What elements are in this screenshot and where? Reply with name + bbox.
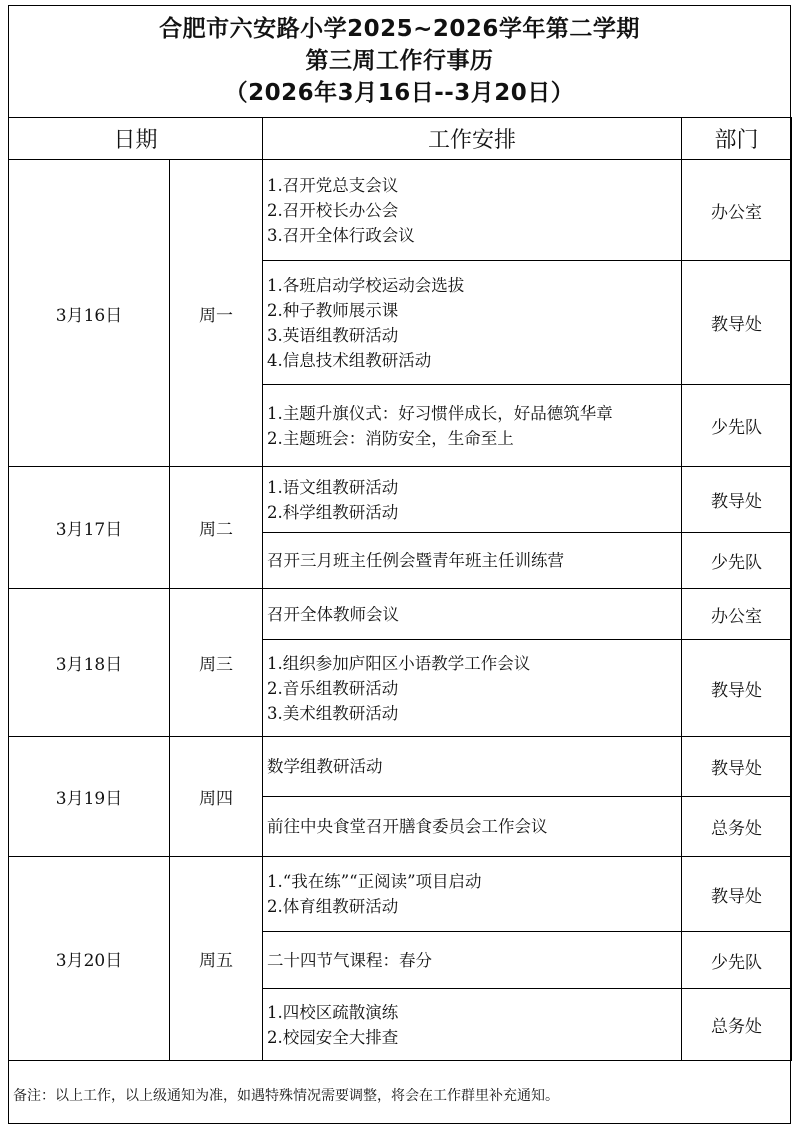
weekday-cell: 周一 bbox=[170, 160, 263, 467]
calendar-sheet bbox=[8, 5, 791, 1124]
task-line: 3.美术组教研活动 bbox=[267, 703, 399, 723]
task-line: 召开全体教师会议 bbox=[267, 604, 400, 624]
date-cell: 3月19日 bbox=[9, 737, 170, 857]
title-week: 第三周工作行事历 bbox=[305, 48, 494, 74]
dept-cell: 少先队 bbox=[682, 932, 792, 989]
task-cell bbox=[263, 467, 682, 533]
header-work: 工作安排 bbox=[263, 118, 682, 160]
task-line: 2.体育组教研活动 bbox=[267, 897, 399, 916]
dept-cell: 办公室 bbox=[682, 160, 792, 261]
task-line: 3.英语组教研活动 bbox=[267, 325, 399, 345]
task-line: 1.主题升旗仪式：好习惯伴成长，好品德筑华章 bbox=[267, 403, 613, 423]
task-line: 2.种子教师展示课 bbox=[267, 300, 399, 320]
dept-cell: 教导处 bbox=[682, 737, 792, 797]
footer-note: 备注：以上工作，以上级通知为准，如遇特殊情况需要调整，将会在工作群里补充通知。 bbox=[13, 1088, 559, 1104]
task-line: 1.“我在练”“正阅读”项目启动 bbox=[267, 872, 482, 891]
header-dept: 部门 bbox=[682, 118, 792, 160]
header-date: 日期 bbox=[9, 118, 263, 160]
weekday-cell: 周四 bbox=[170, 737, 263, 857]
table-row bbox=[9, 160, 792, 261]
dept-cell: 办公室 bbox=[682, 589, 792, 640]
dept-cell: 教导处 bbox=[682, 640, 792, 737]
task-line: 1.召开党总支会议 bbox=[267, 175, 399, 195]
task-line: 召开三月班主任例会暨青年班主任训练营 bbox=[267, 551, 565, 570]
task-cell bbox=[263, 160, 682, 261]
task-cell bbox=[263, 737, 682, 797]
task-cell bbox=[263, 261, 682, 385]
dept-cell: 教导处 bbox=[682, 857, 792, 932]
task-line: 数学组教研活动 bbox=[267, 757, 383, 776]
task-cell bbox=[263, 589, 682, 640]
dept-cell: 少先队 bbox=[682, 533, 792, 589]
title-school-term: 合肥市六安路小学2025~2026学年第二学期 bbox=[159, 16, 640, 42]
date-cell: 3月20日 bbox=[9, 857, 170, 1061]
date-cell: 3月18日 bbox=[9, 589, 170, 737]
weekday-cell: 周二 bbox=[170, 467, 263, 589]
task-line: 二十四节气课程：春分 bbox=[267, 950, 433, 970]
weekday-cell: 周五 bbox=[170, 857, 263, 1061]
dept-cell: 教导处 bbox=[682, 261, 792, 385]
task-line: 2.召开校长办公会 bbox=[267, 200, 399, 220]
task-line: 1.四校区疏散演练 bbox=[267, 1002, 399, 1022]
task-line: 2.科学组教研活动 bbox=[267, 502, 399, 522]
task-cell bbox=[263, 533, 682, 589]
task-line: 1.语文组教研活动 bbox=[267, 477, 399, 497]
task-line: 4.信息技术组教研活动 bbox=[267, 350, 432, 370]
task-line: 3.召开全体行政会议 bbox=[267, 225, 415, 245]
table-row bbox=[9, 467, 792, 533]
dept-cell: 教导处 bbox=[682, 467, 792, 533]
schedule-table bbox=[8, 117, 792, 1061]
table-row bbox=[9, 589, 792, 640]
task-cell bbox=[263, 640, 682, 737]
dept-cell: 总务处 bbox=[682, 797, 792, 857]
task-line: 2.主题班会：消防安全，生命至上 bbox=[267, 428, 514, 448]
schedule-body bbox=[9, 160, 792, 1061]
task-line: 前往中央食堂召开膳食委员会工作会议 bbox=[267, 817, 548, 836]
task-line: 2.音乐组教研活动 bbox=[267, 678, 399, 698]
table-row bbox=[9, 737, 792, 797]
task-line: 1.各班启动学校运动会选拔 bbox=[267, 275, 465, 295]
date-cell: 3月17日 bbox=[9, 467, 170, 589]
title-date-range: （2026年3月16日--3月20日） bbox=[224, 80, 575, 106]
task-cell bbox=[263, 989, 682, 1061]
task-cell bbox=[263, 797, 682, 857]
task-line: 1.组织参加庐阳区小语教学工作会议 bbox=[267, 653, 531, 673]
date-cell: 3月16日 bbox=[9, 160, 170, 467]
weekday-cell: 周三 bbox=[170, 589, 263, 737]
task-cell bbox=[263, 857, 682, 932]
table-header-row bbox=[9, 118, 792, 160]
task-cell bbox=[263, 385, 682, 467]
dept-cell: 少先队 bbox=[682, 385, 792, 467]
task-cell bbox=[263, 932, 682, 989]
dept-cell: 总务处 bbox=[682, 989, 792, 1061]
task-line: 2.校园安全大排查 bbox=[267, 1027, 399, 1047]
table-row bbox=[9, 857, 792, 932]
